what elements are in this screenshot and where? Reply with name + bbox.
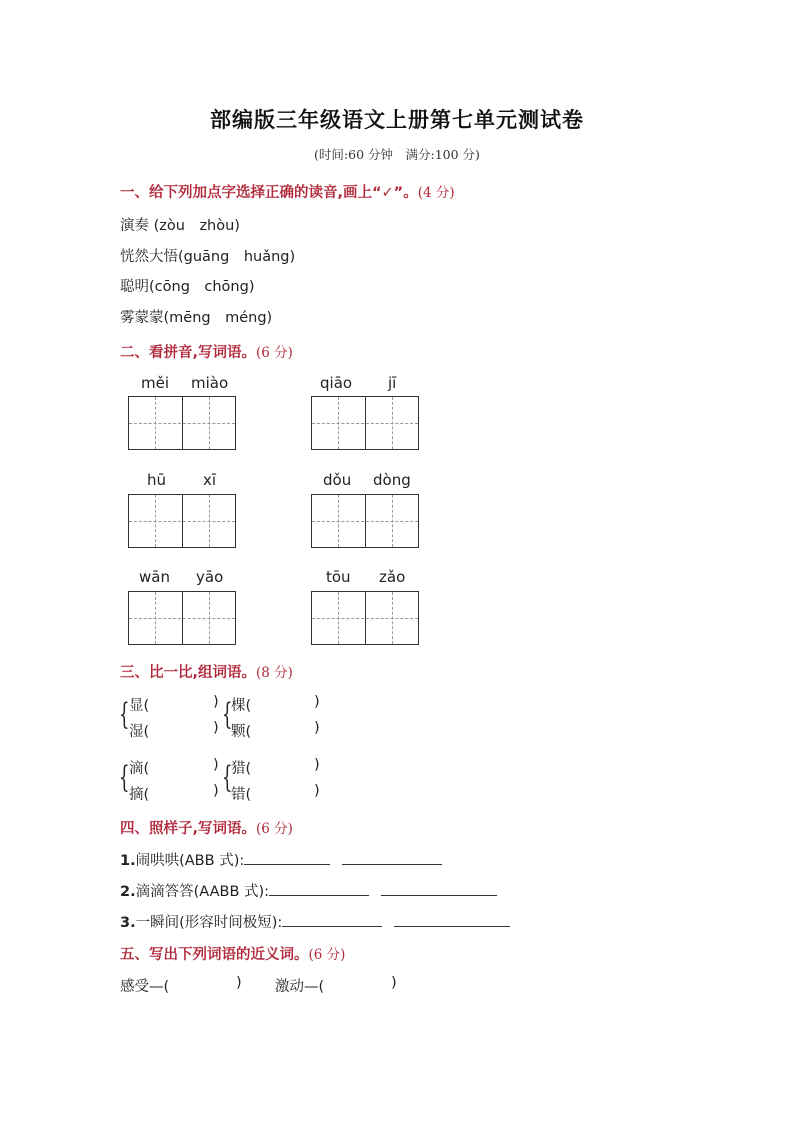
- answer-blank[interactable]: [269, 881, 369, 896]
- section-1-points: (4 分): [417, 185, 455, 201]
- pinyin-label: zǎo: [379, 568, 406, 586]
- example-item: [120, 911, 510, 932]
- writing-grid[interactable]: [311, 396, 419, 450]
- section-2-heading: [120, 341, 293, 362]
- writing-grid[interactable]: [128, 396, 236, 450]
- writing-grid[interactable]: [128, 494, 236, 548]
- section-5-heading: [120, 943, 345, 964]
- brace-icon: {: [119, 697, 130, 732]
- compare-char: 摘(: [129, 787, 150, 803]
- pinyin-label: jī: [388, 374, 397, 392]
- item-text: 滴滴答答(AABB 式):: [135, 884, 270, 900]
- paren-close: ): [213, 757, 219, 773]
- compare-char: 错(: [231, 787, 252, 803]
- item-text: 一瞬间(形容时间极短):: [135, 915, 283, 931]
- answer-blank[interactable]: [342, 850, 442, 865]
- paren-close: ): [391, 975, 397, 991]
- pinyin-label: dòng: [373, 471, 411, 489]
- pinyin-label: xī: [203, 471, 217, 489]
- item-number: 3.: [120, 915, 136, 931]
- writing-grid[interactable]: [311, 494, 419, 548]
- compare-char: 湿(: [129, 724, 150, 740]
- writing-grid[interactable]: [311, 591, 419, 645]
- paren-close: ): [213, 694, 219, 710]
- pinyin-label: yāo: [196, 568, 224, 586]
- brace-icon: {: [119, 760, 130, 795]
- pinyin-label: dǒu: [323, 471, 352, 489]
- paren-close: ): [314, 720, 320, 736]
- pinyin-label: měi: [141, 374, 170, 392]
- compare-char: 颗(: [231, 724, 252, 740]
- section-1-item: 演奏 (zòu zhòu): [120, 218, 240, 234]
- section-2-points: (6 分): [256, 345, 293, 361]
- paren-close: ): [213, 720, 219, 736]
- item-text: 闹哄哄(ABB 式):: [135, 853, 245, 869]
- pinyin-label: tōu: [326, 568, 351, 586]
- compare-char: 棵(: [231, 698, 252, 714]
- section-1-heading: [120, 181, 455, 202]
- section-3-title: 三、比一比,组词语。: [120, 665, 257, 681]
- paren-close: ): [314, 757, 320, 773]
- synonym-item: 激动—(: [275, 979, 325, 995]
- item-number: 2.: [120, 884, 136, 900]
- paren-close: ): [314, 783, 320, 799]
- section-4-points: (6 分): [256, 821, 293, 837]
- section-4-title: 四、照样子,写词语。: [120, 821, 257, 837]
- pinyin-label: qiāo: [320, 374, 353, 392]
- item-number: 1.: [120, 853, 136, 869]
- synonym-item: 感受—(: [120, 979, 170, 995]
- pinyin-label: miào: [191, 374, 229, 392]
- brace-icon: {: [222, 697, 233, 732]
- section-2-title: 二、看拼音,写词语。: [120, 345, 257, 361]
- example-item: [120, 880, 497, 901]
- writing-grid[interactable]: [128, 591, 236, 645]
- example-item: [120, 849, 442, 870]
- section-1-item: 雾蒙蒙(mēng méng): [120, 310, 273, 326]
- section-3-heading: [120, 661, 293, 682]
- section-5-title: 五、写出下列词语的近义词。: [120, 947, 309, 963]
- section-1-item: 恍然大悟(guāng huǎng): [120, 249, 296, 265]
- section-4-heading: [120, 817, 293, 838]
- page-title: 部编版三年级语文上册第七单元测试卷: [210, 108, 584, 132]
- pinyin-label: wān: [139, 568, 170, 586]
- pinyin-label: hū: [147, 471, 167, 489]
- compare-char: 滴(: [129, 761, 150, 777]
- section-1-item: 聪明(cōng chōng): [120, 279, 255, 295]
- paren-close: ): [213, 783, 219, 799]
- answer-blank[interactable]: [244, 850, 330, 865]
- compare-char: 猎(: [231, 761, 252, 777]
- compare-char: 显(: [129, 698, 150, 714]
- section-3-points: (8 分): [256, 665, 293, 681]
- answer-blank[interactable]: [282, 912, 382, 927]
- brace-icon: {: [222, 760, 233, 795]
- section-1-title: 一、给下列加点字选择正确的读音,画上“✓”。: [120, 185, 418, 201]
- paren-close: ): [236, 975, 242, 991]
- paren-close: ): [314, 694, 320, 710]
- section-5-points: (6 分): [308, 947, 346, 963]
- answer-blank[interactable]: [381, 881, 497, 896]
- answer-blank[interactable]: [394, 912, 510, 927]
- page-subtitle: (时间:60 分钟 满分:100 分): [314, 147, 480, 162]
